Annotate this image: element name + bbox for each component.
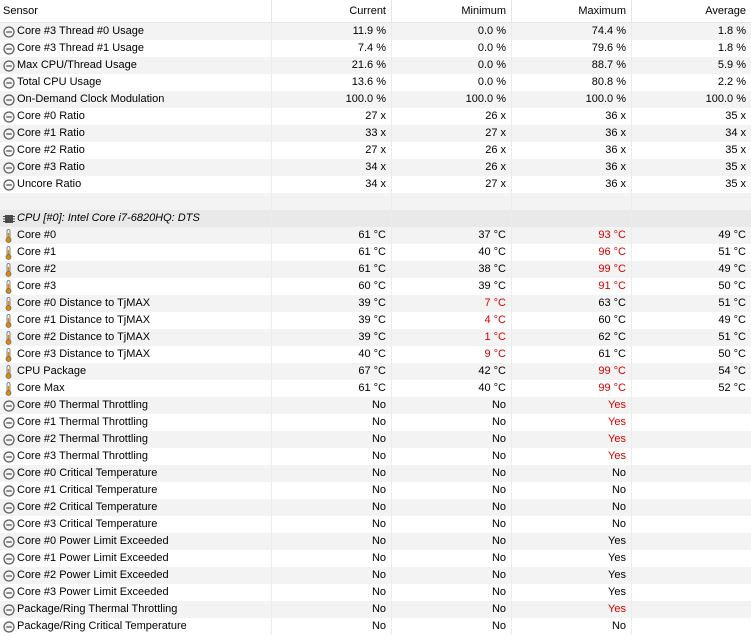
clock-icon	[2, 76, 15, 89]
sensor-label: Core #2 Critical Temperature	[17, 501, 158, 513]
current-value: No	[272, 550, 392, 567]
sensor-label: Core #3 Thread #1 Usage	[17, 42, 144, 54]
table-row[interactable]	[0, 40, 751, 57]
average-value	[632, 567, 751, 584]
sensor-name-cell	[0, 346, 272, 363]
clock-icon	[2, 450, 15, 463]
average-value: 100.0 %	[705, 93, 746, 105]
clock-icon	[2, 161, 15, 174]
sensor-label: Core #1 Thermal Throttling	[17, 416, 149, 428]
average-value: 52 °C	[718, 382, 746, 394]
table-row[interactable]	[0, 278, 751, 295]
average-value	[632, 448, 751, 465]
maximum-value: 36 x	[512, 142, 632, 159]
empty-cell	[392, 210, 512, 227]
maximum-value: 62 °C	[512, 329, 632, 346]
minimum-value: 0.0 %	[392, 74, 512, 91]
table-row[interactable]	[0, 74, 751, 91]
sensor-name-cell	[0, 91, 272, 108]
table-row[interactable]	[0, 295, 751, 312]
sensor-name-cell	[0, 40, 272, 57]
sensor-label: Core #3 Distance to TjMAX	[17, 348, 151, 360]
current-value: 61 °C	[272, 380, 392, 397]
current-value: No	[272, 414, 392, 431]
minimum-value: No	[392, 465, 512, 482]
maximum-value: 36 x	[512, 176, 632, 193]
average-value	[632, 465, 751, 482]
average-value: 35 x	[725, 110, 746, 122]
sensor-name-cell	[0, 244, 272, 261]
minimum-value: 0.0 %	[392, 40, 512, 57]
maximum-value: 74.4 %	[512, 23, 632, 40]
clock-icon	[2, 178, 15, 191]
minimum-value: 27 x	[392, 176, 512, 193]
sensor-label: Core #2 Distance to TjMAX	[17, 331, 151, 343]
maximum-value: 36 x	[512, 108, 632, 125]
average-value: 35 x	[725, 144, 746, 156]
table-row[interactable]	[0, 431, 751, 448]
maximum-value: 91 °C	[512, 278, 632, 295]
table-row[interactable]	[0, 346, 751, 363]
clock-icon	[2, 416, 15, 429]
table-row[interactable]	[0, 516, 751, 533]
average-value	[632, 431, 751, 448]
current-value: 13.6 %	[272, 74, 392, 91]
maximum-value: Yes	[512, 448, 632, 465]
minimum-value: 7 °C	[392, 295, 512, 312]
current-value: No	[272, 584, 392, 601]
minimum-value: 37 °C	[392, 227, 512, 244]
maximum-value: 100.0 %	[512, 91, 632, 108]
minimum-value: No	[392, 499, 512, 516]
sensor-name-cell	[0, 108, 272, 125]
thermometer-icon	[2, 382, 15, 395]
current-value: No	[272, 448, 392, 465]
minimum-value: 42 °C	[392, 363, 512, 380]
sensor-name-cell	[0, 601, 272, 618]
sensor-label: Core #0 Thermal Throttling	[17, 399, 149, 411]
sensor-label: Core #3 Power Limit Exceeded	[17, 586, 169, 598]
maximum-value: 36 x	[512, 159, 632, 176]
minimum-value: 100.0 %	[392, 91, 512, 108]
current-value: 39 °C	[272, 329, 392, 346]
minimum-value: No	[392, 414, 512, 431]
table-row[interactable]	[0, 261, 751, 278]
column-header-maximum[interactable]: Maximum	[512, 0, 632, 22]
sensor-name-cell	[0, 74, 272, 91]
table-row[interactable]	[0, 533, 751, 550]
maximum-value: 80.8 %	[512, 74, 632, 91]
cpu-chip-icon	[2, 212, 15, 225]
average-value	[632, 482, 751, 499]
maximum-value: 99 °C	[512, 380, 632, 397]
maximum-value: No	[512, 618, 632, 635]
thermometer-icon	[2, 348, 15, 361]
maximum-value: No	[512, 516, 632, 533]
clock-icon	[2, 484, 15, 497]
maximum-value: 61 °C	[512, 346, 632, 363]
clock-icon	[2, 93, 15, 106]
sensor-label: Core #0 Critical Temperature	[17, 467, 158, 479]
sensor-name-cell	[0, 397, 272, 414]
column-header-sensor[interactable]: Sensor	[0, 0, 272, 22]
thermometer-icon	[2, 246, 15, 259]
sensor-name-cell	[0, 584, 272, 601]
current-value: 34 x	[272, 176, 392, 193]
table-row[interactable]	[0, 618, 751, 635]
current-value: 61 °C	[272, 244, 392, 261]
sensor-name-cell	[0, 312, 272, 329]
clock-icon	[2, 535, 15, 548]
minimum-value: No	[392, 482, 512, 499]
current-value: No	[272, 482, 392, 499]
table-row[interactable]	[0, 550, 751, 567]
column-header-current[interactable]: Current	[272, 0, 392, 22]
minimum-value: 40 °C	[392, 244, 512, 261]
average-value	[632, 397, 751, 414]
current-value: 33 x	[272, 125, 392, 142]
sensor-label: Core #3 Thermal Throttling	[17, 450, 149, 462]
minimum-value: No	[392, 567, 512, 584]
maximum-value: 93 °C	[512, 227, 632, 244]
maximum-value: 79.6 %	[512, 40, 632, 57]
table-spacer-row	[0, 193, 751, 210]
average-value	[632, 499, 751, 516]
maximum-value: 36 x	[512, 125, 632, 142]
clock-icon	[2, 42, 15, 55]
clock-icon	[2, 144, 15, 157]
maximum-value: Yes	[512, 567, 632, 584]
sensor-name-cell	[0, 227, 272, 244]
average-value: 2.2 %	[717, 76, 746, 88]
average-value: 34 x	[725, 127, 746, 139]
table-row[interactable]	[0, 142, 751, 159]
minimum-value: 38 °C	[392, 261, 512, 278]
current-value: 61 °C	[272, 261, 392, 278]
sensor-label: Core #1	[17, 246, 57, 258]
maximum-value: Yes	[512, 550, 632, 567]
current-value: No	[272, 499, 392, 516]
sensor-label: Core #0	[17, 229, 57, 241]
current-value: No	[272, 465, 392, 482]
minimum-value: 26 x	[392, 159, 512, 176]
average-value: 35 x	[725, 161, 746, 173]
table-row[interactable]	[0, 312, 751, 329]
current-value: 61 °C	[272, 227, 392, 244]
minimum-value: No	[392, 550, 512, 567]
table-row[interactable]	[0, 244, 751, 261]
minimum-value: 9 °C	[392, 346, 512, 363]
thermometer-icon	[2, 229, 15, 242]
table-row[interactable]	[0, 23, 751, 40]
sensor-label: Core #3	[17, 280, 57, 292]
current-value: 34 x	[272, 159, 392, 176]
average-value	[632, 414, 751, 431]
clock-icon	[2, 433, 15, 446]
minimum-value: No	[392, 584, 512, 601]
current-value: 7.4 %	[272, 40, 392, 57]
empty-cell	[632, 210, 751, 227]
sensor-name-cell	[0, 431, 272, 448]
sensor-name-cell	[0, 261, 272, 278]
maximum-value: Yes	[512, 431, 632, 448]
empty-cell	[0, 193, 272, 210]
average-value	[632, 516, 751, 533]
current-value: 11.9 %	[272, 23, 392, 40]
average-value: 51 °C	[718, 246, 746, 258]
table-body	[0, 23, 751, 635]
average-value	[632, 618, 751, 635]
average-value: 1.8 %	[717, 25, 746, 37]
minimum-value: 0.0 %	[392, 23, 512, 40]
minimum-value: No	[392, 516, 512, 533]
sensor-name-cell	[0, 142, 272, 159]
clock-icon	[2, 603, 15, 616]
current-value: 27 x	[272, 108, 392, 125]
sensor-label: Core #2	[17, 263, 57, 275]
sensor-name-cell	[0, 533, 272, 550]
sensor-label: Core #3 Critical Temperature	[17, 518, 158, 530]
thermometer-icon	[2, 297, 15, 310]
table-row[interactable]	[0, 448, 751, 465]
current-value: No	[272, 618, 392, 635]
empty-cell	[632, 193, 751, 210]
clock-icon	[2, 59, 15, 72]
minimum-value: 1 °C	[392, 329, 512, 346]
average-value: 50 °C	[718, 348, 746, 360]
sensor-name-cell	[0, 516, 272, 533]
sensor-name-cell	[0, 295, 272, 312]
thermometer-icon	[2, 314, 15, 327]
average-value: 49 °C	[718, 229, 746, 241]
table-row[interactable]	[0, 91, 751, 108]
sensor-group-header[interactable]	[0, 210, 751, 227]
current-value: No	[272, 516, 392, 533]
thermometer-icon	[2, 263, 15, 276]
current-value: 27 x	[272, 142, 392, 159]
maximum-value: 99 °C	[512, 261, 632, 278]
table-row[interactable]	[0, 414, 751, 431]
column-header-minimum[interactable]: Minimum	[392, 0, 512, 22]
current-value: 39 °C	[272, 295, 392, 312]
average-value	[632, 584, 751, 601]
minimum-value: No	[392, 618, 512, 635]
maximum-value: Yes	[512, 533, 632, 550]
sensor-label: Package/Ring Critical Temperature	[17, 620, 187, 632]
table-row[interactable]	[0, 397, 751, 414]
current-value: 40 °C	[272, 346, 392, 363]
sensor-label: CPU Package	[17, 365, 87, 377]
average-value: 50 °C	[718, 280, 746, 292]
table-row[interactable]	[0, 57, 751, 74]
minimum-value: No	[392, 431, 512, 448]
minimum-value: 26 x	[392, 142, 512, 159]
sensor-label: Core #2 Thermal Throttling	[17, 433, 149, 445]
average-value: 5.9 %	[717, 59, 746, 71]
sensor-name-cell	[0, 550, 272, 567]
table-row[interactable]	[0, 499, 751, 516]
empty-cell	[272, 193, 392, 210]
sensor-name-cell	[0, 380, 272, 397]
sensor-name-cell	[0, 363, 272, 380]
sensor-label: Package/Ring Thermal Throttling	[17, 603, 178, 615]
sensor-name-cell	[0, 465, 272, 482]
maximum-value: 88.7 %	[512, 57, 632, 74]
average-value	[632, 533, 751, 550]
current-value: 67 °C	[272, 363, 392, 380]
sensor-name-cell	[0, 329, 272, 346]
sensor-label: Core #1 Ratio	[17, 127, 85, 139]
sensor-label: Core #1 Power Limit Exceeded	[17, 552, 169, 564]
maximum-value: 99 °C	[512, 363, 632, 380]
clock-icon	[2, 552, 15, 565]
table-row[interactable]	[0, 380, 751, 397]
current-value: No	[272, 533, 392, 550]
sensor-label: Core #2 Ratio	[17, 144, 85, 156]
maximum-value: No	[512, 465, 632, 482]
maximum-value: Yes	[512, 584, 632, 601]
sensor-name-cell	[0, 176, 272, 193]
group-label: CPU [#0]: Intel Core i7-6820HQ: DTS	[17, 212, 200, 224]
table-row[interactable]	[0, 329, 751, 346]
minimum-value: 26 x	[392, 108, 512, 125]
minimum-value: 40 °C	[392, 380, 512, 397]
table-row[interactable]	[0, 601, 751, 618]
average-value	[632, 550, 751, 567]
current-value: No	[272, 601, 392, 618]
sensor-name-cell	[0, 125, 272, 142]
maximum-value: 60 °C	[512, 312, 632, 329]
sensor-name-cell	[0, 159, 272, 176]
sensor-label: Core #0 Distance to TjMAX	[17, 297, 151, 309]
table-row[interactable]	[0, 465, 751, 482]
sensor-label: Max CPU/Thread Usage	[17, 59, 137, 71]
minimum-value: No	[392, 448, 512, 465]
clock-icon	[2, 467, 15, 480]
sensor-name-cell	[0, 23, 272, 40]
clock-icon	[2, 127, 15, 140]
sensor-name-cell	[0, 499, 272, 516]
current-value: No	[272, 567, 392, 584]
sensor-label: Core Max	[17, 382, 65, 394]
table-row[interactable]	[0, 125, 751, 142]
minimum-value: 39 °C	[392, 278, 512, 295]
table-row[interactable]	[0, 584, 751, 601]
current-value: 39 °C	[272, 312, 392, 329]
maximum-value: Yes	[512, 601, 632, 618]
sensor-label: Uncore Ratio	[17, 178, 82, 190]
maximum-value: 63 °C	[512, 295, 632, 312]
sensor-name-cell	[0, 278, 272, 295]
clock-icon	[2, 501, 15, 514]
maximum-value: 96 °C	[512, 244, 632, 261]
table-row[interactable]	[0, 482, 751, 499]
empty-cell	[392, 193, 512, 210]
table-row[interactable]	[0, 108, 751, 125]
table-row[interactable]	[0, 363, 751, 380]
sensor-label: On-Demand Clock Modulation	[17, 93, 165, 105]
clock-icon	[2, 586, 15, 599]
table-row[interactable]	[0, 567, 751, 584]
clock-icon	[2, 569, 15, 582]
minimum-value: 4 °C	[392, 312, 512, 329]
empty-cell	[512, 210, 632, 227]
minimum-value: 0.0 %	[392, 57, 512, 74]
table-row[interactable]	[0, 176, 751, 193]
sensor-name-cell	[0, 414, 272, 431]
average-value: 35 x	[725, 178, 746, 190]
average-value: 1.8 %	[717, 42, 746, 54]
maximum-value: Yes	[512, 397, 632, 414]
average-value	[632, 601, 751, 618]
group-name-cell	[0, 210, 272, 227]
average-value: 49 °C	[718, 314, 746, 326]
clock-icon	[2, 110, 15, 123]
sensor-name-cell	[0, 448, 272, 465]
sensor-name-cell	[0, 567, 272, 584]
sensor-label: Core #2 Power Limit Exceeded	[17, 569, 169, 581]
average-value: 51 °C	[718, 331, 746, 343]
sensor-name-cell	[0, 482, 272, 499]
column-header-average[interactable]: Average	[705, 5, 746, 17]
clock-icon	[2, 518, 15, 531]
clock-icon	[2, 25, 15, 38]
average-value: 51 °C	[718, 297, 746, 309]
current-value: 21.6 %	[272, 57, 392, 74]
minimum-value: No	[392, 601, 512, 618]
current-value: No	[272, 431, 392, 448]
minimum-value: 27 x	[392, 125, 512, 142]
minimum-value: No	[392, 533, 512, 550]
sensor-name-cell	[0, 618, 272, 635]
average-value: 49 °C	[718, 263, 746, 275]
sensor-label: Core #0 Power Limit Exceeded	[17, 535, 169, 547]
thermometer-icon	[2, 365, 15, 378]
sensor-label: Core #0 Ratio	[17, 110, 85, 122]
thermometer-icon	[2, 280, 15, 293]
table-row[interactable]	[0, 227, 751, 244]
sensor-label: Total CPU Usage	[17, 76, 102, 88]
empty-cell	[272, 210, 392, 227]
average-value: 54 °C	[718, 365, 746, 377]
clock-icon	[2, 399, 15, 412]
table-row[interactable]	[0, 159, 751, 176]
maximum-value: No	[512, 482, 632, 499]
clock-icon	[2, 620, 15, 633]
sensor-label: Core #1 Critical Temperature	[17, 484, 158, 496]
sensor-name-cell	[0, 57, 272, 74]
thermometer-icon	[2, 331, 15, 344]
current-value: No	[272, 397, 392, 414]
table-header	[0, 0, 751, 23]
empty-cell	[512, 193, 632, 210]
maximum-value: Yes	[512, 414, 632, 431]
sensor-label: Core #1 Distance to TjMAX	[17, 314, 151, 326]
current-value: 100.0 %	[272, 91, 392, 108]
current-value: 60 °C	[272, 278, 392, 295]
minimum-value: No	[392, 397, 512, 414]
sensor-label: Core #3 Ratio	[17, 161, 85, 173]
maximum-value: No	[512, 499, 632, 516]
sensor-label: Core #3 Thread #0 Usage	[17, 25, 144, 37]
